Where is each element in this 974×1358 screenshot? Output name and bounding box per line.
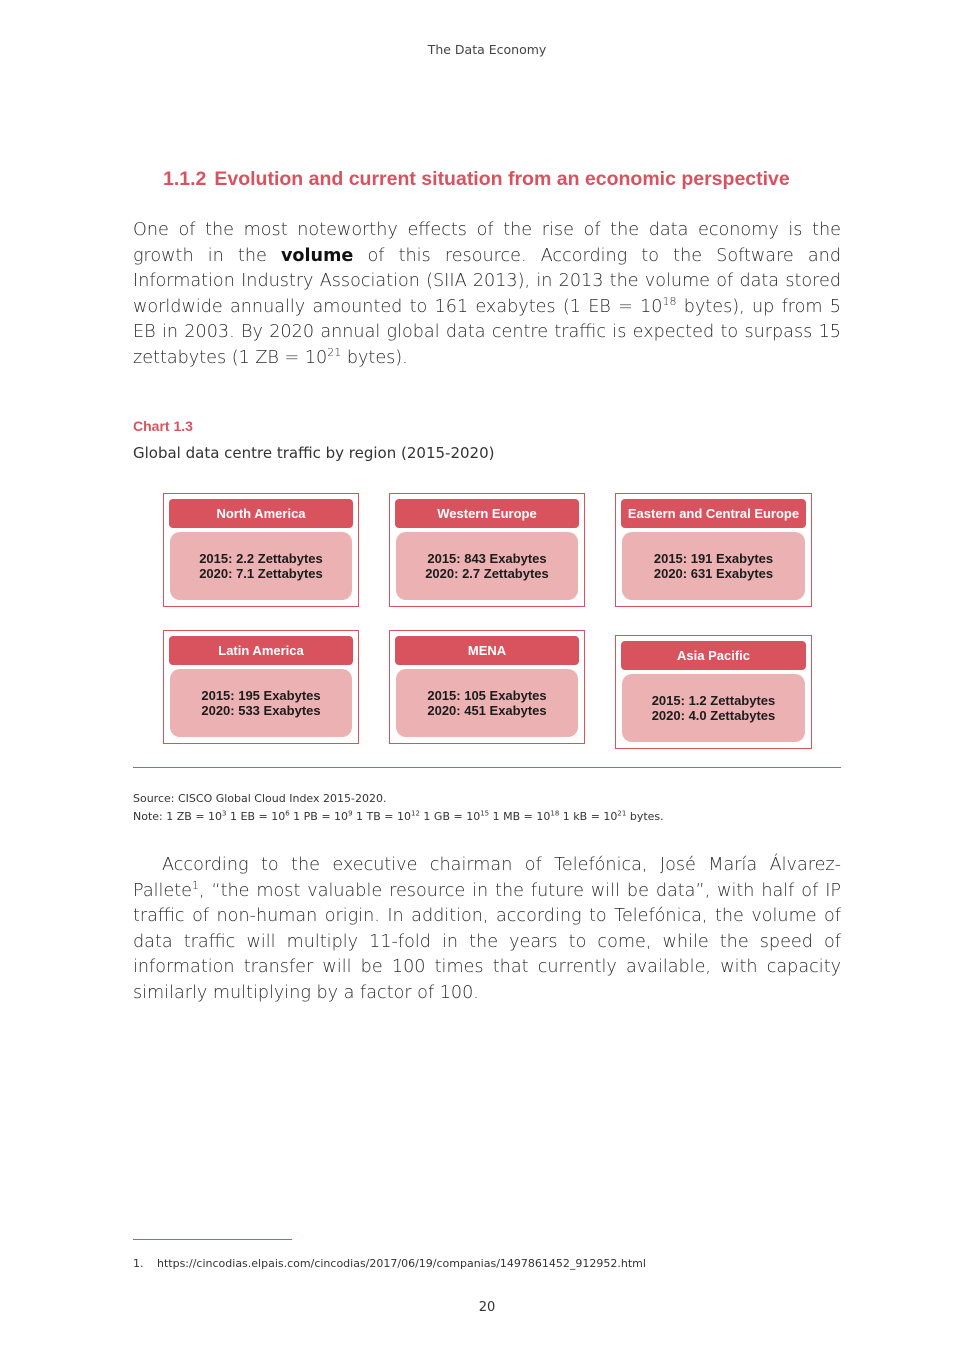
body-text: , “the most valuable resource in the future will be data”, with half of IP traffic of non-human origin. In addition, according to Telefónica, the volume of data traffic will multiply 11-fold in the years to come, while the speed of information transfer will be 100 times that currently available, with capacity similarly multiplying by a factor of 100. <box>133 880 841 1003</box>
note-text: 1 PB = 10 <box>289 810 349 823</box>
body-text: According to the executive chairman of Telefónica, José María Álvarez-Pallete <box>133 855 841 901</box>
note-exponent: 12 <box>411 809 420 818</box>
note-exponent: 3 <box>222 809 227 818</box>
footnote-url[interactable]: https://cincodias.elpais.com/cincodias/2017/06/19/companias/1497861452_912952.html <box>157 1257 646 1270</box>
region-values <box>622 674 805 742</box>
chart-divider <box>133 767 841 768</box>
note-exponent: 15 <box>480 809 490 818</box>
footnote-reference[interactable]: 1 <box>191 878 199 892</box>
chart-title: Global data centre traffic by region (2015-2020) <box>133 444 495 462</box>
note-text: 1 TB = 10 <box>352 810 411 823</box>
region-values <box>622 532 805 600</box>
region-box-mena <box>389 630 585 744</box>
region-box-western-europe <box>389 493 585 607</box>
region-value-2015: 2015: 843 Exabytes <box>427 550 547 566</box>
section-heading <box>163 168 863 191</box>
intro-exponent: 21 <box>327 346 342 360</box>
intro-text: bytes). <box>341 347 408 368</box>
region-values <box>170 532 352 600</box>
intro-text: bytes), up from 5 EB in 2003. By 2020 annual global data centre traffic is expected to surpass 15 zettabytes (1 ZB = 10 <box>133 296 841 368</box>
page-number: 20 <box>478 1300 496 1315</box>
region-values <box>170 669 352 737</box>
chart-label: Chart 1.3 <box>133 418 193 434</box>
region-value-2020: 2020: 2.7 Zettabytes <box>425 566 549 581</box>
note-exponent: 9 <box>348 809 353 818</box>
region-box-latin-america <box>163 630 359 744</box>
chart-note <box>133 810 664 823</box>
region-name: MENA <box>395 636 579 665</box>
region-box-north-america <box>163 493 359 607</box>
running-header: The Data Economy <box>427 42 547 57</box>
intro-paragraph <box>133 218 841 372</box>
note-exponent: 21 <box>617 809 627 818</box>
note-text: 1 kB = 10 <box>559 810 618 823</box>
region-value-2020: 2020: 4.0 Zettabytes <box>651 708 776 723</box>
footnote-number: 1. <box>133 1257 144 1270</box>
region-value-2015: 2015: 195 Exabytes <box>201 687 321 703</box>
region-value-2015: 2015: 1.2 Zettabytes <box>651 692 776 708</box>
region-box-asia-pacific <box>615 635 812 749</box>
note-text: bytes. <box>626 810 664 823</box>
region-value-2015: 2015: 2.2 Zettabytes <box>199 550 323 566</box>
footnote-divider <box>133 1239 292 1240</box>
chart-source: Source: CISCO Global Cloud Index 2015-2020. <box>133 792 387 805</box>
note-text: 1 MB = 10 <box>489 810 551 823</box>
region-name: Latin America <box>169 636 353 665</box>
note-text: 1 GB = 10 <box>419 810 481 823</box>
region-value-2020: 2020: 533 Exabytes <box>201 703 321 718</box>
section-number: 1.1.2 <box>163 168 207 190</box>
region-name: Asia Pacific <box>621 641 806 670</box>
intro-text: of this resource. According to the Software and Information Industry Association (SIIA 2013), in 2013 the volume of data stored worldwide annually amounted to 161 exabytes (1 EB = 10 <box>133 245 841 317</box>
body-paragraph <box>133 853 841 1007</box>
intro-exponent: 18 <box>662 294 677 308</box>
region-name: Western Europe <box>395 499 579 528</box>
region-value-2020: 2020: 631 Exabytes <box>653 566 774 581</box>
region-box-eastern-central-europe <box>615 493 812 607</box>
intro-bold-term: volume <box>280 245 354 266</box>
region-values <box>396 532 578 600</box>
region-name: Eastern and Central Europe <box>621 499 806 528</box>
section-title: Evolution and current situation from an economic perspective <box>214 168 790 190</box>
intro-text: One of the most noteworthy effects of the rise of the data economy is the growth in the <box>133 220 841 266</box>
note-text: Note: 1 ZB = 10 <box>133 810 223 823</box>
region-value-2015: 2015: 105 Exabytes <box>427 687 547 703</box>
region-values <box>396 669 578 737</box>
region-value-2020: 2020: 451 Exabytes <box>427 703 547 718</box>
region-value-2020: 2020: 7.1 Zettabytes <box>199 566 323 581</box>
region-value-2015: 2015: 191 Exabytes <box>653 550 774 566</box>
note-exponent: 18 <box>550 809 560 818</box>
note-exponent: 6 <box>285 809 290 818</box>
region-name: North America <box>169 499 353 528</box>
footnote <box>133 1257 646 1270</box>
note-text: 1 EB = 10 <box>226 810 286 823</box>
